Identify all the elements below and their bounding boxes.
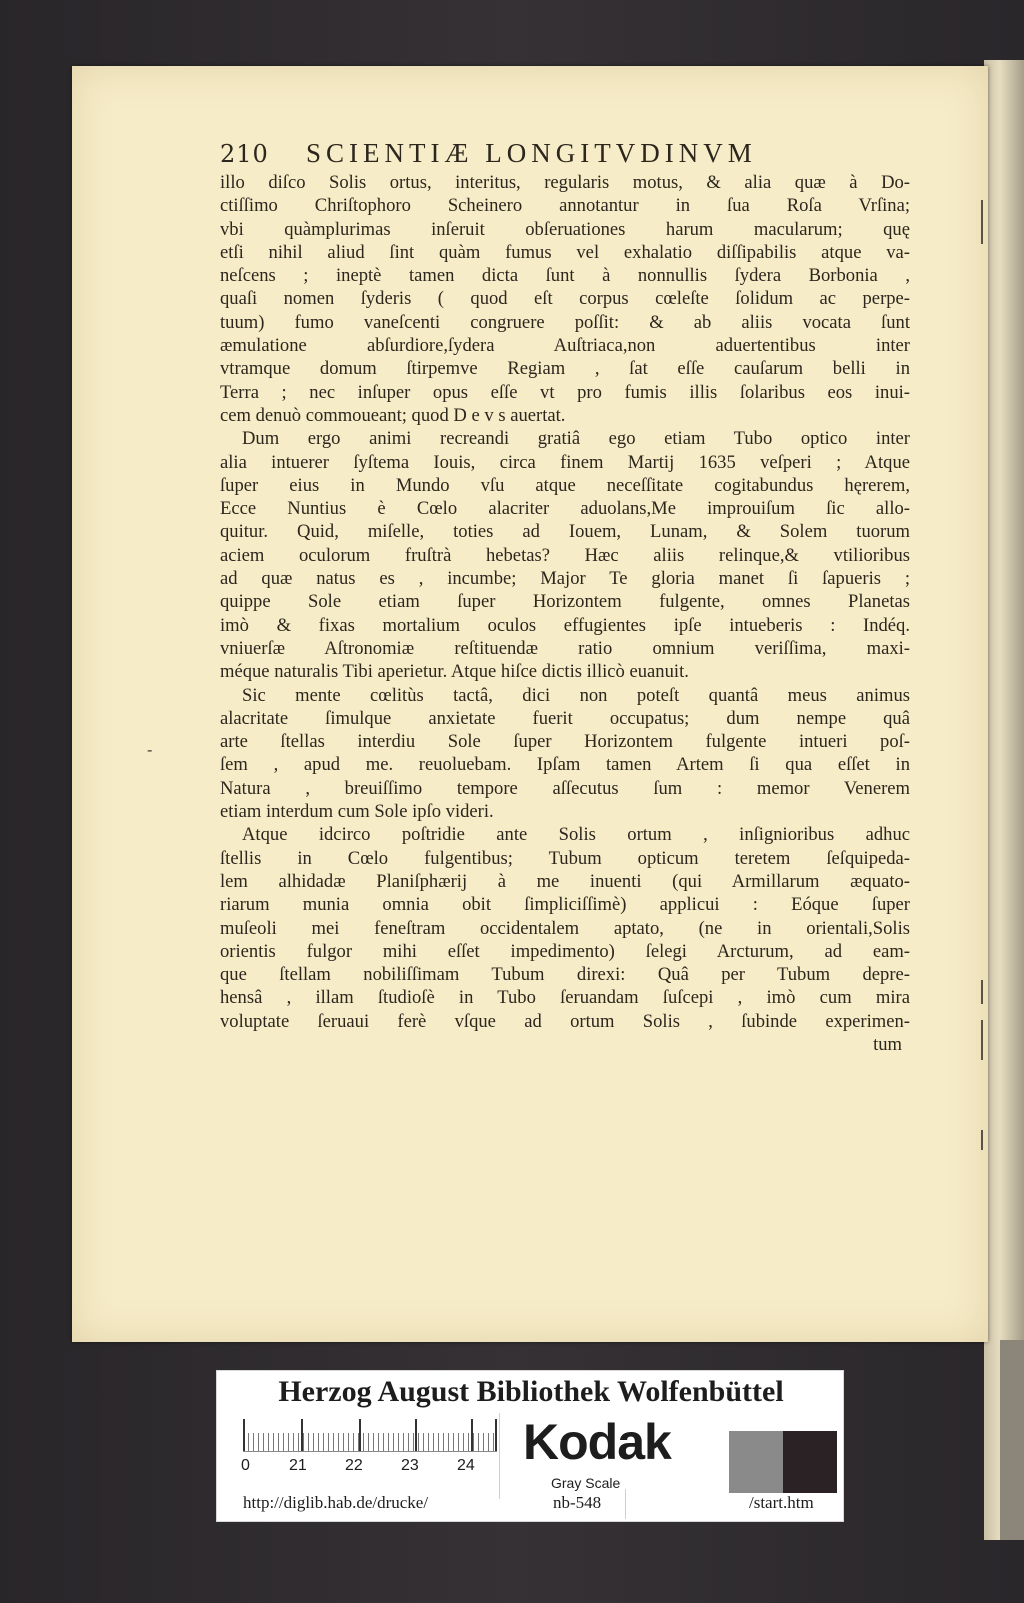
kodak-logo: Kodak bbox=[523, 1414, 671, 1470]
text-line: Terra ; nec inſuper opus eſſe vt pro fumis illis ſolaribus eos inui- bbox=[220, 381, 910, 403]
text-line: etiam interdum cum Sole ipſo videri. bbox=[220, 801, 494, 823]
text-line: quitur. Quid, miſelle, toties ad Iouem, Lunam, & Solem tuorum bbox=[220, 521, 910, 543]
catchword: tum bbox=[873, 1033, 902, 1055]
text-line: etſi nihil aliud ſint quàm fumus vel exhalatio diſſipabilis atque va- bbox=[220, 241, 910, 263]
text-line: æmulatione abſurdiore,ſydera Auſtriaca,non aduertentibus inter bbox=[220, 335, 910, 357]
adjacent-page-edge-shadow bbox=[1000, 1340, 1024, 1540]
text-line: quippe Sole etiam ſuper Horizontem fulgente, omnes Planetas bbox=[220, 591, 910, 613]
text-line: Natura , breuiſſimo tempore aſſecutus ſum : memor Venerem bbox=[220, 777, 910, 799]
scale-number: 0 bbox=[241, 1457, 250, 1474]
text-line: cem denuò commoueant; quod D e v s auertat. bbox=[220, 404, 566, 426]
text-line: que ſtellam nobiliſſimam Tubum direxi: Quâ per Tubum depre- bbox=[220, 964, 910, 986]
text-line: Sic mente cœlitùs tactâ, dici non poteſt quantâ meus animus bbox=[242, 684, 910, 706]
text-line: tuum) fumo vaneſcenti congruere poſſit: & ab aliis vocata ſunt bbox=[220, 311, 910, 333]
text-line: quaſi nomen ſyderis ( quod eſt corpus cœleſte ſolidum ac perpe- bbox=[220, 288, 910, 310]
edge-tick-mark bbox=[981, 1130, 983, 1150]
ruler-major-tick bbox=[301, 1419, 303, 1451]
ruler-major-tick bbox=[415, 1419, 417, 1451]
text-line: neſcens ; ineptè tamen dicta ſunt à nonnullis ſydera Borbonia , bbox=[220, 265, 910, 287]
scale-number: 21 bbox=[289, 1457, 307, 1474]
scale-ruler bbox=[243, 1419, 497, 1452]
text-line: ctiſſimo Chriſtophoro Scheinero annotantur in ſua Roſa Vrſina; bbox=[220, 195, 910, 217]
text-line: vbi quàmplurimas inſeruit obſeruationes harum macularum; quę bbox=[220, 218, 910, 240]
label-divider bbox=[625, 1489, 626, 1519]
edge-tick-mark bbox=[981, 1020, 983, 1060]
running-title: SCIENTIÆ LONGITVDINVM bbox=[306, 138, 757, 168]
text-line: hensâ , illam ſtudioſè in Tubo ſeruandam ſuſcepi , imò cum mira bbox=[220, 987, 910, 1009]
label-divider bbox=[499, 1413, 500, 1499]
text-line: aciem oculorum fruſtrà hebetas? Hæc aliis relinque,& vtilioribus bbox=[220, 544, 910, 566]
scale-number: 24 bbox=[457, 1457, 475, 1474]
ruler-major-tick bbox=[243, 1419, 245, 1451]
text-line: illo diſco Solis ortus, interitus, regularis motus, & alia quæ à Do- bbox=[220, 172, 910, 193]
page-number: 210 bbox=[220, 140, 269, 168]
digital-library-url: http://diglib.hab.de/drucke/ bbox=[243, 1493, 429, 1512]
edge-tick-mark bbox=[981, 200, 983, 244]
text-line: ſem , apud me. reuoluebam. Ipſam tamen Artem ſi qua eſſet in bbox=[220, 754, 910, 776]
text-line: Ecce Nuntius è Cœlo alacriter aduolans,Me improuiſum ſic allo- bbox=[220, 498, 910, 520]
text-line: muſeoli mei feneſtram occidentalem aptato, (ne in orientali,Solis bbox=[220, 917, 910, 939]
library-name: Herzog August Bibliothek Wolfenbüttel bbox=[278, 1375, 784, 1408]
ruler-major-tick bbox=[471, 1419, 473, 1451]
text-line: arte ſtellas interdiu Sole ſuper Horizontem fulgente intueri poſ- bbox=[220, 731, 910, 753]
text-line: ad quæ natus es , incumbe; Major Te gloria manet ſi ſapueris ; bbox=[220, 568, 910, 590]
start-page-path: /start.htm bbox=[749, 1493, 814, 1512]
text-line: alacritate ſimulque anxietate fuerit occupatus; dum nempe quâ bbox=[220, 707, 910, 729]
text-line: lem alhidadæ Planiſphærij à me inuenti (qui Armillarum æquato- bbox=[220, 870, 910, 892]
text-block bbox=[220, 138, 910, 1056]
text-line: alia intuerer ſyſtema Iouis, circa finem Martij 1635 veſperi ; Atque bbox=[220, 451, 910, 473]
text-line: Dum ergo animi recreandi gratiâ ego etiam Tubo optico inter bbox=[242, 428, 910, 450]
text-line: Atque idcirco poſtridie ante Solis ortum , inſignioribus adhuc bbox=[242, 824, 910, 846]
gray-swatch bbox=[729, 1431, 783, 1493]
text-line: orientis fulgor mihi eſſet impedimento) ſelegi Arcturum, ad eam- bbox=[220, 940, 910, 962]
text-line: vtramque domum ſtirpemve Regiam , ſat eſſe cauſarum belli in bbox=[220, 358, 910, 380]
text-line: vniuerſæ Aſtronomiæ reſtituendæ ratio omnium veriſſima, maxi- bbox=[220, 637, 910, 659]
scale-number: 23 bbox=[401, 1457, 419, 1474]
book-page bbox=[72, 66, 988, 1342]
text-line: imò & fixas mortalium oculos effugientes ipſe intueberis : Indéq. bbox=[220, 614, 910, 636]
margin-dash-mark: - bbox=[147, 740, 153, 759]
text-line: riarum munia omnia obit ſimpliciſſimè) applicui : Eóque ſuper bbox=[220, 894, 910, 916]
shelfmark: nb-548 bbox=[553, 1493, 602, 1512]
body-text bbox=[220, 171, 910, 1033]
ruler-major-tick bbox=[359, 1419, 361, 1451]
gray-scale-caption: Gray Scale bbox=[551, 1475, 621, 1491]
text-line: ſuper eius in Mundo vſu atque neceſſitate cogitabundus hęrerem, bbox=[220, 474, 910, 496]
edge-tick-mark bbox=[981, 980, 983, 1004]
ruler-major-tick bbox=[495, 1419, 497, 1451]
library-color-target-label bbox=[216, 1370, 844, 1522]
dark-swatch bbox=[783, 1431, 837, 1493]
page-header bbox=[220, 138, 910, 169]
text-line: ſtellis in Cœlo fulgentibus; Tubum opticum teretem ſeſquipeda- bbox=[220, 847, 910, 869]
scale-number: 22 bbox=[345, 1457, 363, 1474]
text-line: voluptate ſeruaui ferè vſque ad ortum Solis , ſubinde experimen- bbox=[220, 1010, 910, 1032]
adjacent-page-edge bbox=[984, 60, 1024, 1540]
text-line: méque naturalis Tibi aperietur. Atque hiſce dictis illicò euanuit. bbox=[220, 661, 689, 683]
